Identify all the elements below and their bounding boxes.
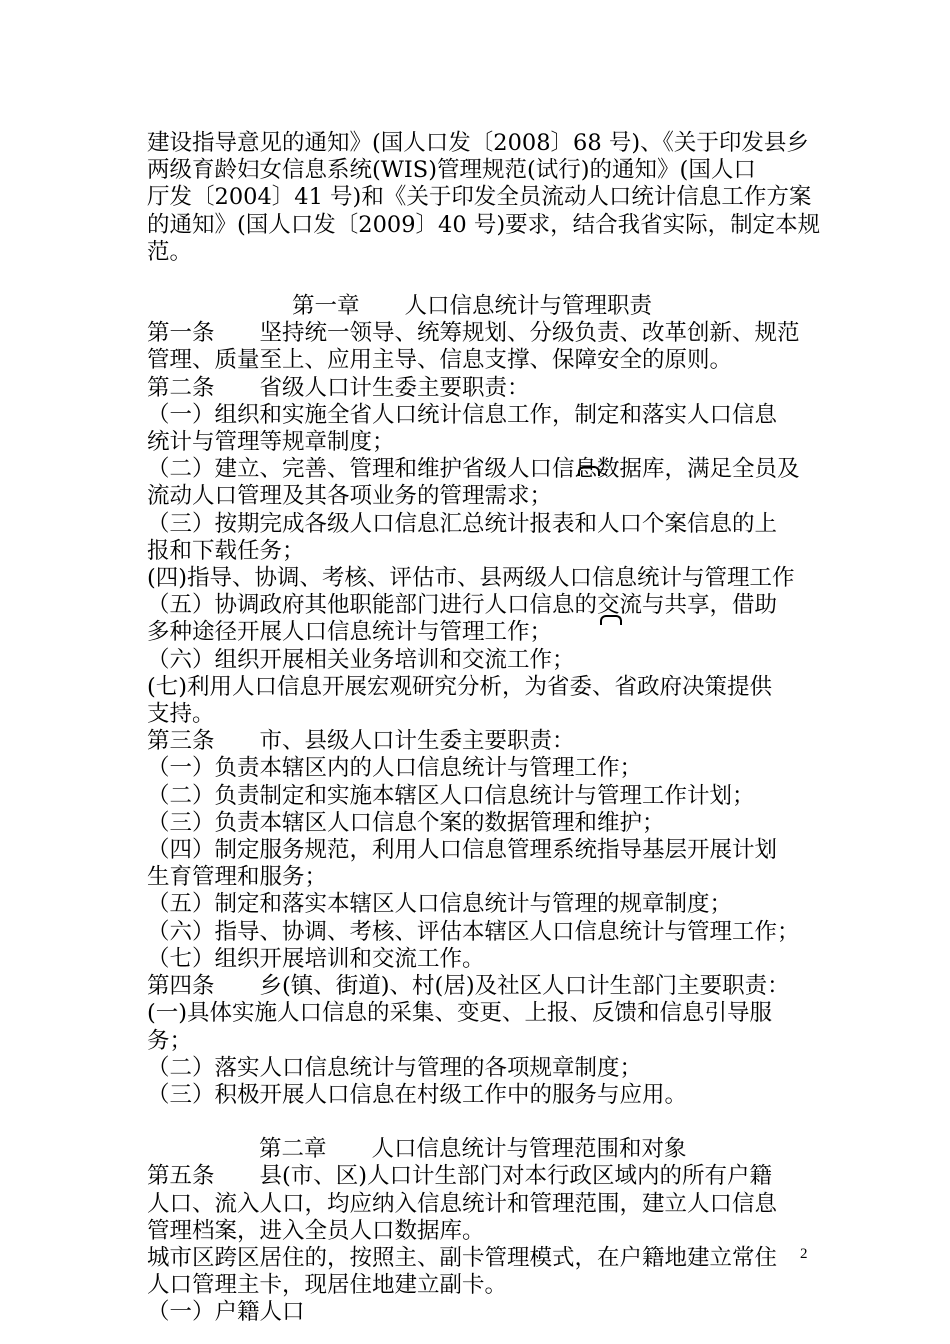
text-line: 第四条 乡(镇、街道)、村(居)及社区人口计生部门主要职责： <box>147 973 790 1000</box>
chapter-2-heading: 第二章 人口信息统计与管理范围和对象 <box>259 1136 687 1163</box>
chapter-2-body <box>147 1163 817 1326</box>
text-line: (四)指导、协调、考核、评估市、县两级人口信息统计与管理工作 <box>147 565 795 592</box>
text-line: （二）建立、完善、管理和维护省级人口信息数据库，满足全员及 <box>147 456 800 483</box>
text-line: （三）按期完成各级人口信息汇总统计报表和人口个案信息的上 <box>147 510 778 537</box>
intro-paragraph <box>147 130 821 266</box>
text-line: （四）制定服务规范，利用人口信息管理系统指导基层开展计划 <box>147 837 778 864</box>
text-line: 生育管理和服务； <box>147 864 328 891</box>
edit-mark-icon <box>600 615 622 625</box>
text-line: 管理档案，进入全员人口数据库。 <box>147 1217 485 1244</box>
text-line: 管理、质量至上、应用主导、信息支撑、保障安全的原则。 <box>147 347 733 374</box>
document-body <box>147 130 821 1327</box>
text-line: （三）负责本辖区人口信息个案的数据管理和维护； <box>147 809 665 836</box>
text-line: 第三条 市、县级人口计生委主要职责： <box>147 728 575 755</box>
text-line: （一）户籍人口 <box>147 1299 305 1326</box>
chapter-1-body <box>147 320 817 1109</box>
text-line: （七）组织开展培训和交流工作。 <box>147 945 485 972</box>
text-line: 两级育龄妇女信息系统(WIS)管理规范(试行)的通知》(国人口 <box>147 157 756 184</box>
text-line: 第五条 县(市、区)人口计生部门对本行政区域内的所有户籍 <box>147 1163 773 1190</box>
text-line: 人口、流入人口，均应纳入信息统计和管理范围，建立人口信息 <box>147 1190 778 1217</box>
text-line: 厅发〔2004〕41 号)和《关于印发全员流动人口统计信息工作方案 <box>147 184 812 211</box>
text-line: 统计与管理等规章制度； <box>147 429 395 456</box>
text-line: 的通知》(国人口发〔2009〕40 号)要求，结合我省实际，制定本规 <box>147 211 821 238</box>
text-line: 第一条 坚持统一领导、统筹规划、分级负责、改革创新、规范 <box>147 320 800 347</box>
text-line: 多种途径开展人口信息统计与管理工作； <box>147 619 553 646</box>
text-line: （一）组织和实施全省人口统计信息工作，制定和落实人口信息 <box>147 401 778 428</box>
text-line: 第二条 省级人口计生委主要职责： <box>147 374 530 401</box>
text-line: 报和下载任务； <box>147 537 305 564</box>
text-line: 支持。 <box>147 701 215 728</box>
text-line: （一）负责本辖区内的人口信息统计与管理工作； <box>147 755 643 782</box>
text-line: （五）协调政府其他职能部门进行人口信息的交流与共享，借助 <box>147 592 778 619</box>
text-line: (七)利用人口信息开展宏观研究分析，为省委、省政府决策提供 <box>147 673 773 700</box>
text-line: （六）组织开展相关业务培训和交流工作； <box>147 646 575 673</box>
page-number: 2 <box>800 1246 808 1262</box>
text-line: （二）负责制定和实施本辖区人口信息统计与管理工作计划； <box>147 782 755 809</box>
text-line: 城市区跨区居住的，按照主、副卡管理模式，在户籍地建立常住 <box>147 1244 778 1271</box>
text-line: （六）指导、协调、考核、评估本辖区人口信息统计与管理工作； <box>147 918 800 945</box>
text-line: （三）积极开展人口信息在村级工作中的服务与应用。 <box>147 1081 688 1108</box>
text-line: 流动人口管理及其各项业务的管理需求； <box>147 483 553 510</box>
text-line: 建设指导意见的通知》(国人口发〔2008〕68 号)、《关于印发县乡 <box>147 130 809 156</box>
text-line: （五）制定和落实本辖区人口信息统计与管理的规章制度； <box>147 891 733 918</box>
text-line: 务； <box>147 1027 193 1054</box>
chapter-1-heading: 第一章 人口信息统计与管理职责 <box>292 293 653 320</box>
text-line: (一)具体实施人口信息的采集、变更、上报、反馈和信息引导服 <box>147 1000 773 1027</box>
text-line: 人口管理主卡，现居住地建立副卡。 <box>147 1272 508 1299</box>
text-line: 范。 <box>147 238 193 265</box>
text-line: （二）落实人口信息统计与管理的各项规章制度； <box>147 1054 643 1081</box>
edit-mark-icon <box>578 466 600 476</box>
